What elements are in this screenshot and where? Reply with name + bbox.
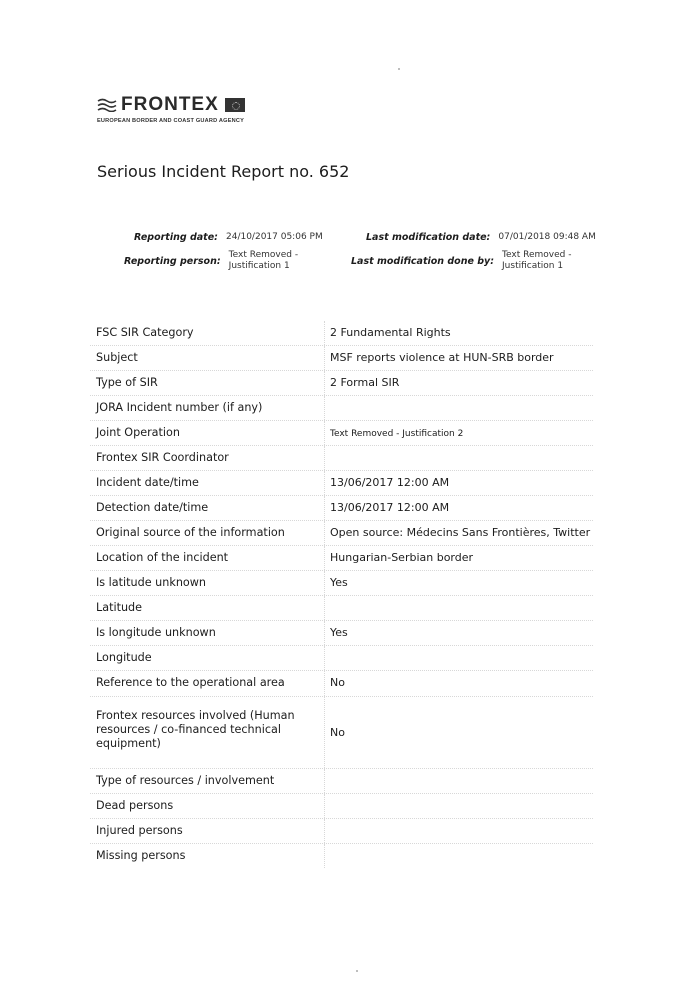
table-row: [90, 819, 593, 844]
row-label: Is longitude unknown: [90, 621, 325, 645]
row-label: Incident date/time: [90, 471, 325, 495]
row-value: [325, 646, 593, 670]
table-row: [90, 421, 593, 446]
table-row: [90, 671, 593, 697]
row-label: JORA Incident number (if any): [90, 396, 325, 420]
row-label: Location of the incident: [90, 546, 325, 570]
table-row: [90, 446, 593, 471]
reporting-date-value: 24/10/2017 05:06 PM: [226, 232, 323, 242]
row-value: 13/06/2017 12:00 AM: [330, 476, 450, 489]
logo-subtitle: EUROPEAN BORDER AND COAST GUARD AGENCY: [97, 118, 245, 124]
last-modification-date: [366, 232, 596, 243]
row-value: Yes: [330, 576, 348, 589]
frontex-logo: [97, 96, 245, 124]
row-label: Joint Operation: [90, 421, 325, 445]
table-row: [90, 596, 593, 621]
table-row: [90, 346, 593, 371]
row-value: [325, 446, 593, 470]
row-value: Hungarian-Serbian border: [330, 551, 474, 564]
last-modification-by: [351, 250, 571, 272]
table-row: [90, 844, 593, 868]
row-label: Injured persons: [90, 819, 325, 843]
row-label: Missing persons: [90, 844, 325, 868]
table-row: [90, 371, 593, 396]
row-value: [325, 769, 593, 793]
page-title: Serious Incident Report no. 652: [97, 162, 350, 181]
scan-speck: [398, 68, 400, 70]
incident-details-table: [90, 321, 593, 868]
table-row: [90, 321, 593, 346]
table-row: [90, 769, 593, 794]
last-mod-date-value: 07/01/2018 09:48 AM: [498, 232, 596, 242]
row-label: FSC SIR Category: [90, 321, 325, 345]
reporting-person-line2: Justification 1: [228, 261, 290, 271]
row-label: Longitude: [90, 646, 325, 670]
row-value: Text Removed - Justification 2: [330, 429, 464, 439]
table-row: [90, 571, 593, 596]
row-label: Subject: [90, 346, 325, 370]
row-value: Open source: Médecins Sans Frontières, Twitter: [330, 526, 591, 539]
table-row: [90, 396, 593, 421]
table-row: [90, 794, 593, 819]
row-label: Is latitude unknown: [90, 571, 325, 595]
table-row: [90, 646, 593, 671]
table-row: [90, 621, 593, 646]
row-value: 2 Fundamental Rights: [330, 326, 451, 339]
row-value: MSF reports violence at HUN-SRB border: [330, 351, 554, 364]
row-label: Original source of the information: [90, 521, 325, 545]
row-value: No: [330, 676, 345, 689]
last-mod-by-label: Last modification done by:: [351, 255, 494, 267]
eu-flag-icon: [225, 98, 245, 112]
table-row: [90, 697, 593, 769]
row-value: Yes: [330, 626, 348, 639]
row-label: Type of SIR: [90, 371, 325, 395]
row-value: No: [330, 726, 345, 739]
reporting-person-label: Reporting person:: [124, 255, 221, 267]
row-value: [325, 396, 593, 420]
reporting-date-label: Reporting date:: [134, 232, 218, 243]
row-label: Detection date/time: [90, 496, 325, 520]
row-label: Frontex resources involved (Human resources / co-financed technical equipment): [90, 697, 325, 768]
reporting-date: [134, 232, 323, 243]
logo-wordmark: FRONTEX: [121, 94, 219, 115]
waves-icon: [97, 98, 117, 112]
row-label: Reference to the operational area: [90, 671, 325, 696]
row-label: Dead persons: [90, 794, 325, 818]
row-value: 2 Formal SIR: [330, 376, 400, 389]
reporting-person: [124, 250, 298, 272]
last-mod-by-value: [502, 250, 571, 272]
last-mod-by-line1: Text Removed -: [502, 250, 572, 260]
last-mod-by-line2: Justification 1: [502, 261, 564, 271]
row-label: Latitude: [90, 596, 325, 620]
table-row: [90, 496, 593, 521]
row-value: [325, 819, 593, 843]
row-value: [325, 844, 593, 868]
reporting-person-value: [229, 250, 298, 272]
row-value: 13/06/2017 12:00 AM: [330, 501, 450, 514]
table-row: [90, 546, 593, 571]
scan-speck: [356, 970, 358, 972]
reporting-person-line1: Text Removed -: [228, 250, 299, 260]
row-label: Type of resources / involvement: [90, 769, 325, 793]
last-mod-date-label: Last modification date:: [366, 232, 491, 243]
table-row: [90, 471, 593, 496]
table-row: [90, 521, 593, 546]
row-value: [325, 596, 593, 620]
row-value: [325, 794, 593, 818]
row-label: Frontex SIR Coordinator: [90, 446, 325, 470]
